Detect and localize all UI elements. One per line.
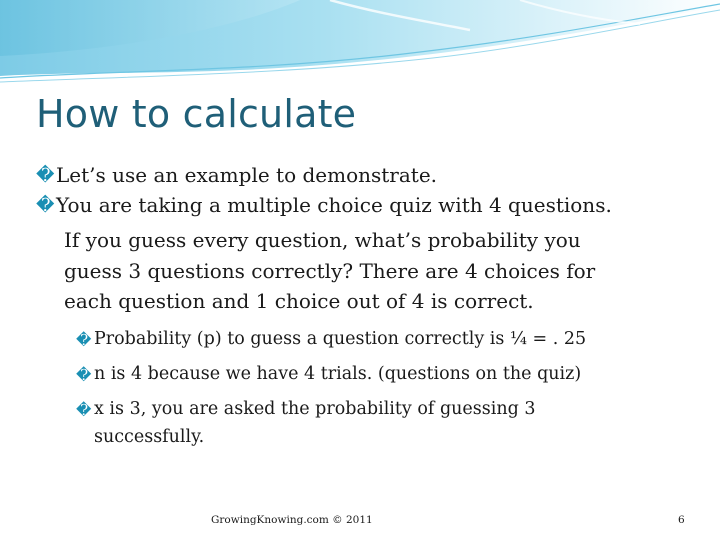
footer-text: GrowingKnowing.com © 2011 xyxy=(211,514,373,526)
slide-title: How to calculate xyxy=(36,92,357,136)
sub-body-line: successfully. xyxy=(94,427,205,447)
sub-body-line: x is 3, you are asked the probability of guessing 3 xyxy=(94,399,536,419)
bullet-icon: � xyxy=(36,165,55,186)
body-line: guess 3 questions correctly? There are 4 choices for xyxy=(64,259,596,283)
header-wave-decoration xyxy=(0,0,720,90)
sub-body-line: Probability (p) to guess a question correctly is ¼ = . 25 xyxy=(94,329,587,349)
bullet-icon: � xyxy=(76,366,92,384)
page-number: 6 xyxy=(678,514,685,526)
bullet-icon: � xyxy=(76,401,92,419)
sub-body-line: n is 4 because we have 4 trials. (questions on the quiz) xyxy=(94,364,582,384)
body-line: You are taking a multiple choice quiz with 4 questions. xyxy=(56,193,612,217)
body-line: each question and 1 choice out of 4 is correct. xyxy=(64,289,534,313)
bullet-icon: � xyxy=(76,331,92,349)
body-line: Let’s use an example to demonstrate. xyxy=(56,163,438,187)
bullet-icon: � xyxy=(36,195,55,216)
body-line: If you guess every question, what’s probability you xyxy=(64,228,581,252)
